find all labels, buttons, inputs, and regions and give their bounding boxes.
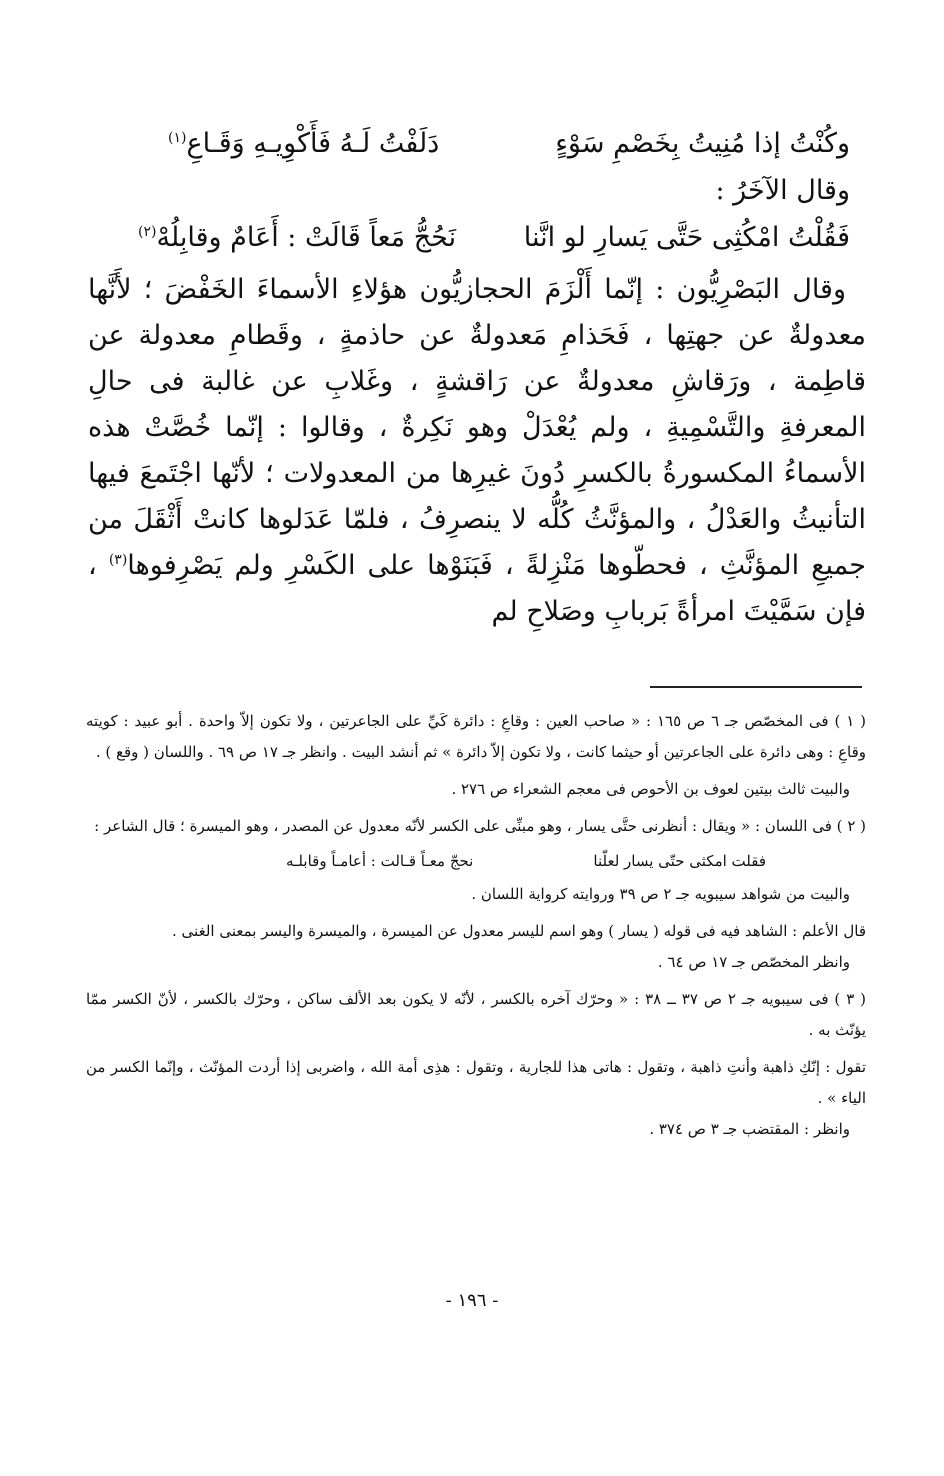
- poem-verse-2: [88, 214, 866, 261]
- main-text: [88, 120, 866, 662]
- footnote-marker-1: (١): [168, 130, 187, 146]
- verse-1-second-text: دَلَفْتُ لَـهُ فَأَكْوِيـهِ وَقَـاعِ: [186, 128, 440, 159]
- footnote-3-say: تقول : إنّكِ ذاهبة وأنتِ ذاهبة ، وتقول : هاتى هذا للجارية ، وتقول : هذِى أمة الله ، واضربى إذا أردت المؤنّث ، وإنّما الكسر من الياء » .: [86, 1058, 866, 1107]
- footnote-2-verse-second: نحجّ معـاً قـالت : أعامـاً وقابلـه: [286, 852, 474, 870]
- verse-2-intro: وقال الآخَرُ :: [715, 175, 850, 206]
- paragraph-text-continued: ، فإن سَمَّيْتَ امرأةً بَربابِ وصَلاحِ لم: [88, 550, 866, 627]
- body-paragraph: [88, 267, 866, 635]
- footnote-3: ( ٣ ) فى سيبويه جـ ٢ ص ٣٧ ــ ٣٨ : « وحرّك آخره بالكسر ، لأنّه لا يكون بعد الألف ساكن ، وحرّك بالكسر ، لأنّ الكسر ممّا يؤنّث به .: [86, 990, 866, 1039]
- poem-verse-1: [88, 120, 866, 167]
- footnote-2-see: وانظر المخصّص جـ ١٧ ص ٦٤ .: [657, 953, 850, 971]
- footnote-3-see: وانظر : المقتضب جـ ٣ ص ٣٧٤ .: [649, 1120, 850, 1138]
- footnote-2: ( ٢ ) فى اللسان : « ويقال : أنظرنى حتَّى يسار ، وهو مبنِّى على الكسر لأنّه معدول عن المصدر ، وهو الميسرة ؛ قال الشاعر :: [94, 817, 866, 835]
- footnote-marker-3: (٣): [108, 552, 128, 568]
- verse-1-second-hemistich: [168, 120, 439, 167]
- verse-2-first-hemistich: فَقُلْتُ امْكُثِى حَتَّى يَسارِ لو انَّنا: [523, 222, 850, 253]
- footnote-2-verse: [86, 846, 866, 877]
- verse-1-first-hemistich: وكُنْتُ إذا مُنِيتُ بِخَصْمِ سَوْءٍ: [555, 128, 850, 159]
- page-number: - ١٩٦ -: [445, 1290, 499, 1311]
- verse-2-second-hemistich: [138, 214, 456, 261]
- footnote-2-verse-first: فقلت امكثى حتّى يسار لعلّنا: [593, 852, 766, 870]
- footnotes-section: [86, 706, 866, 1145]
- paragraph-text: وقال البَصْرِيُّون : إنّما أَلْزَمَ الحجازيُّون هؤلاءِ الأسماءَ الخَفْضَ ؛ لأَنَّها معدولةٌ عن جهتِها ، فَحَذامِ مَعدولةٌ عن حاذمةٍ ، وقَطامِ معدولة عن قاطِمة ، ورَقاشِ معدولةٌ عن رَاقشةٍ ، وغَلابِ عن غالبة فى حالِ المعرفةِ والتَّسْمِيةِ ، ولم يُعْدَلْ وهو نَكِرةٌ ، وقالوا : إنّما خُصَّتْ هذه الأسماءُ المكسورةُ بالكسرِ دُونَ غيرِها من المعدولات ؛ لأنّها اجْتَمعَ فيها التأنيثُ والعَدْلُ ، والمؤنَّثُ كُلُّه لا ينصرِفُ ، فلمّا عَدَلوها كانتْ أَثْقَلَ من جميعِ المؤنَّثِ ، فحطّوها مَنْزِلةً ، فَبَنَوْها على الكَسْرِ ولم يَصْرِفوها: [88, 274, 866, 581]
- footnote-2-source: والبيت من شواهد سيبويه جـ ٢ ص ٣٩ وروايته كرواية اللسان .: [471, 885, 850, 903]
- footnote-1: ( ١ ) فى المخصّص جـ ٦ ص ١٦٥ : « صاحب العين : وقاعِ : دائرة كَيِّ على الجاعرتين ، ولا تكون إلاّ واحدة . أبو عبيد : كويته وقاعِ : وهى دائرة على الجاعرتين أو حيثما كانت ، ولا تكون إلاّ دائرة » ثم أنشد البيت . وانظر جـ ١٧ ص ٦٩ . واللسان ( وقع ) .: [86, 712, 866, 761]
- footnote-marker-2: (٢): [138, 224, 157, 240]
- footnote-2-alam: قال الأعلم : الشاهد فيه فى قوله ( يسار ) وهو اسم لليسر معدول عن الميسرة ، والميسرة واليسر بمعنى الغنى .: [172, 922, 866, 940]
- verse-2-second-text: نَحُجُّ مَعاً قَالَتْ : أَعَامٌ وقابِلُهْ: [156, 222, 457, 253]
- footnote-divider: [650, 686, 862, 688]
- footnote-1-extra: والبيت ثالث بيتين لعوف بن الأحوص فى معجم الشعراء ص ٢٧٦ .: [451, 780, 850, 798]
